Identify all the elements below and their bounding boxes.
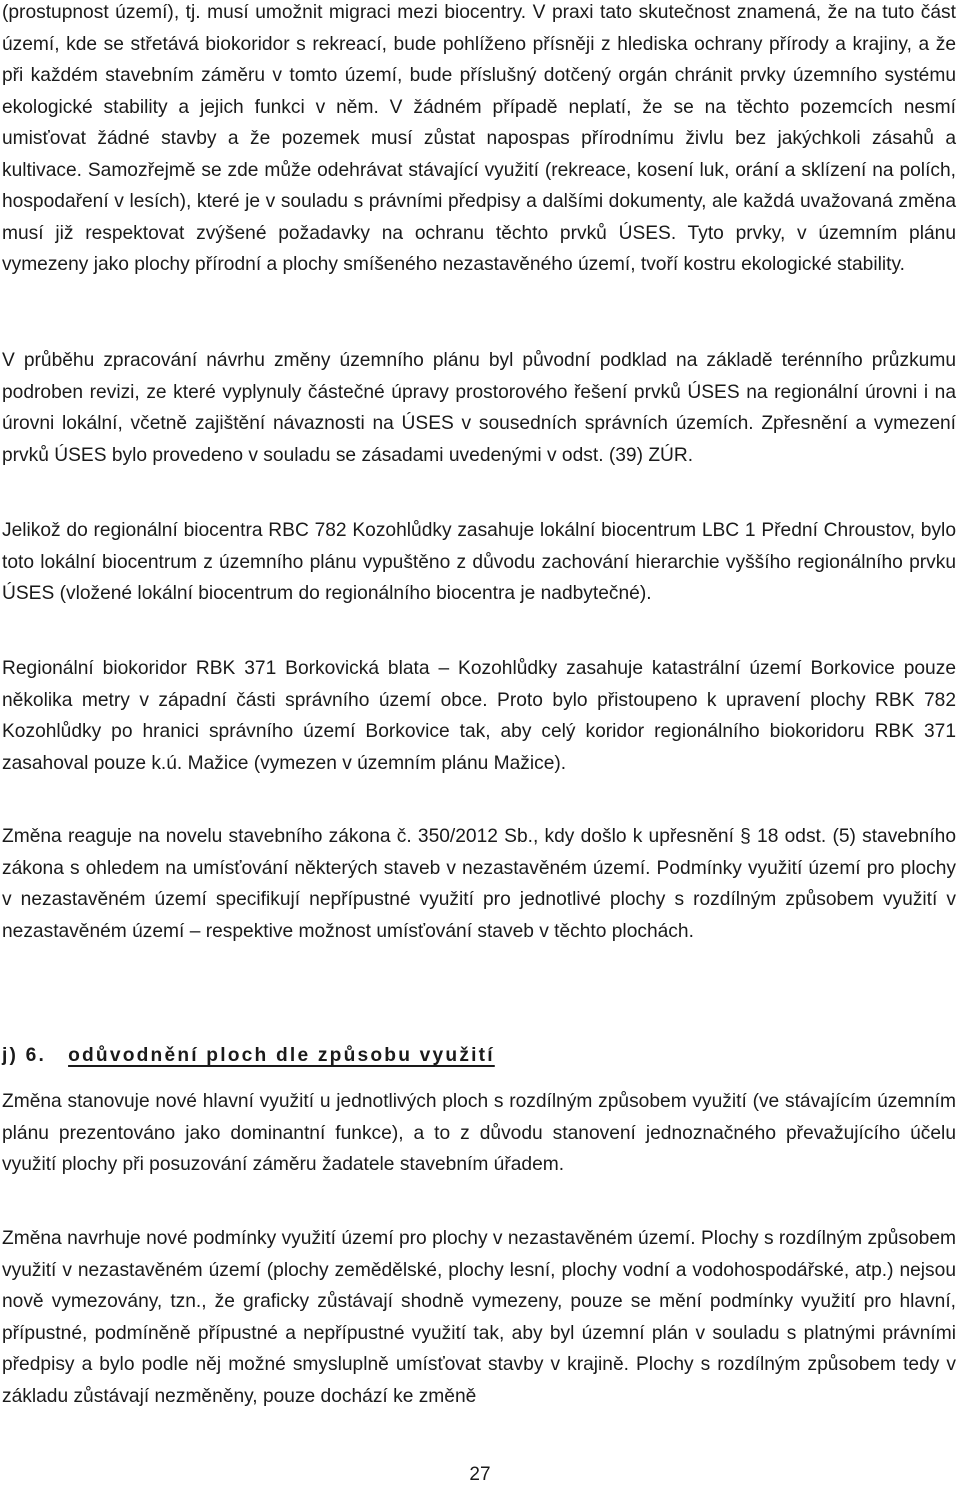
paragraph-new-conditions: Změna navrhuje nové podmínky využití území pro plochy v nezastavěném území. Plochy s rozdílným způsobem využití v nezastavěném území (plochy zemědělské, plochy lesní, plochy vodní a vodohospodářské, atp.) nejsou nově vymezovány, tzn., že graficky zůstávají shodně vymezeny, pouze se mění podmínky využití pro hlavní, přípustné, podmíněně přípustné a nepřípustné využití tak, aby byl územní plán v souladu s platnými právními předpisy a bylo podle něj možné smysluplně umísťovat stavby v krajině. Plochy s rozdílným způsobem tedy v základu zůstávají nezměněny, pouze dochází ke změně: [2, 1228, 956, 1407]
paragraph-main-use: Změna stanovuje nové hlavní využití u jednotlivých ploch s rozdílným způsobem využití (ve stávajícím územním plánu prezentováno jako dominantní funkce), a to z důvodu stanovení jednoznačného převažujícího účelu využití plochy při posuzování záměru žadatele stavebním úřadem.: [2, 1091, 956, 1175]
page-number: 27: [469, 1464, 491, 1485]
paragraph-uses-revision: V průběhu zpracování návrhu změny územního plánu byl původní podklad na základě terénního průzkumu podroben revizi, ze které vyplynuly částečné úpravy prostorového řešení prvků ÚSES na regionální úrovni i na úrovni lokální, včetně zajištění návaznosti na ÚSES v sousedních správních územích. Zpřesnění a vymezení prvků ÚSES bylo provedeno v souladu se zásadami uvedenými v odst. (39) ZÚR.: [2, 350, 956, 466]
paragraph-building-law: Změna reaguje na novelu stavebního zákona č. 350/2012 Sb., kdy došlo k upřesnění § 18 odst. (5) stavebního zákona s ohledem na umísťování některých staveb v nezastavěném území. Podmínky využití území pro plochy v nezastavěném území specifikují nepřípustné využití pro jednotlivé plochy s rozdílným způsobem využití v nezastavěném území – respektive možnost umísťování staveb v těchto plochách.: [2, 826, 956, 942]
paragraph-lbc-removal: Jelikož do regionální biocentra RBC 782 Kozohlůdky zasahuje lokální biocentrum LBC 1 Přední Chroustov, bylo toto lokální biocentrum z územního plánu vypuštěno z důvodu zachování hierarchie vyššího regionálního prvku ÚSES (vložené lokální biocentrum do regionálního biocentra je nadbytečné).: [2, 520, 956, 604]
section-number: j) 6.: [2, 1045, 47, 1066]
paragraph-rbk-371: Regionální biokoridor RBK 371 Borkovická blata – Kozohlůdky zasahuje katastrální území Borkovice pouze několika metry v západní části správního území obce. Proto bylo přistoupeno k upravení plochy RBK 782 Kozohlůdky po hranici správního území Borkovice tak, aby celý koridor regionálního biokoridoru RBK 371 zasahoval pouze k.ú. Mažice (vymezen v územním plánu Mažice).: [2, 658, 956, 774]
section-heading: [2, 1040, 495, 1071]
section-title: odůvodnění ploch dle způsobu využití: [68, 1045, 495, 1066]
paragraph-uses-protection: (prostupnost území), tj. musí umožnit migraci mezi biocentry. V praxi tato skutečnost znamená, že na tuto část území, kde se střetává biokoridor s rekreací, bude pohlíženo přísněji z hlediska ochrany přírody a krajiny, a že při každém stavebním záměru v tomto území, bude příslušný dotčený orgán chránit prvky územního systému ekologické stability a jejich funkci v něm. V žádném případě neplatí, že se na těchto pozemcích nesmí umisťovat žádné stavby a že pozemek musí zůstat napospas přírodnímu živlu bez jakýchkoli zásahů a kultivace. Samozřejmě se zde může odehrávat stávající využití (rekreace, kosení luk, orání a sklízení na polích, hospodaření v lesích), které je v souladu s právními předpisy a dalšími dokumenty, ale každá uvažovaná změna musí již respektovat zvýšené požadavky na ochranu těchto prvků ÚSES. Tyto prvky, v územním plánu vymezeny jako plochy přírodní a plochy smíšeného nezastavěného území, tvoří kostru ekologické stability.: [2, 2, 956, 275]
